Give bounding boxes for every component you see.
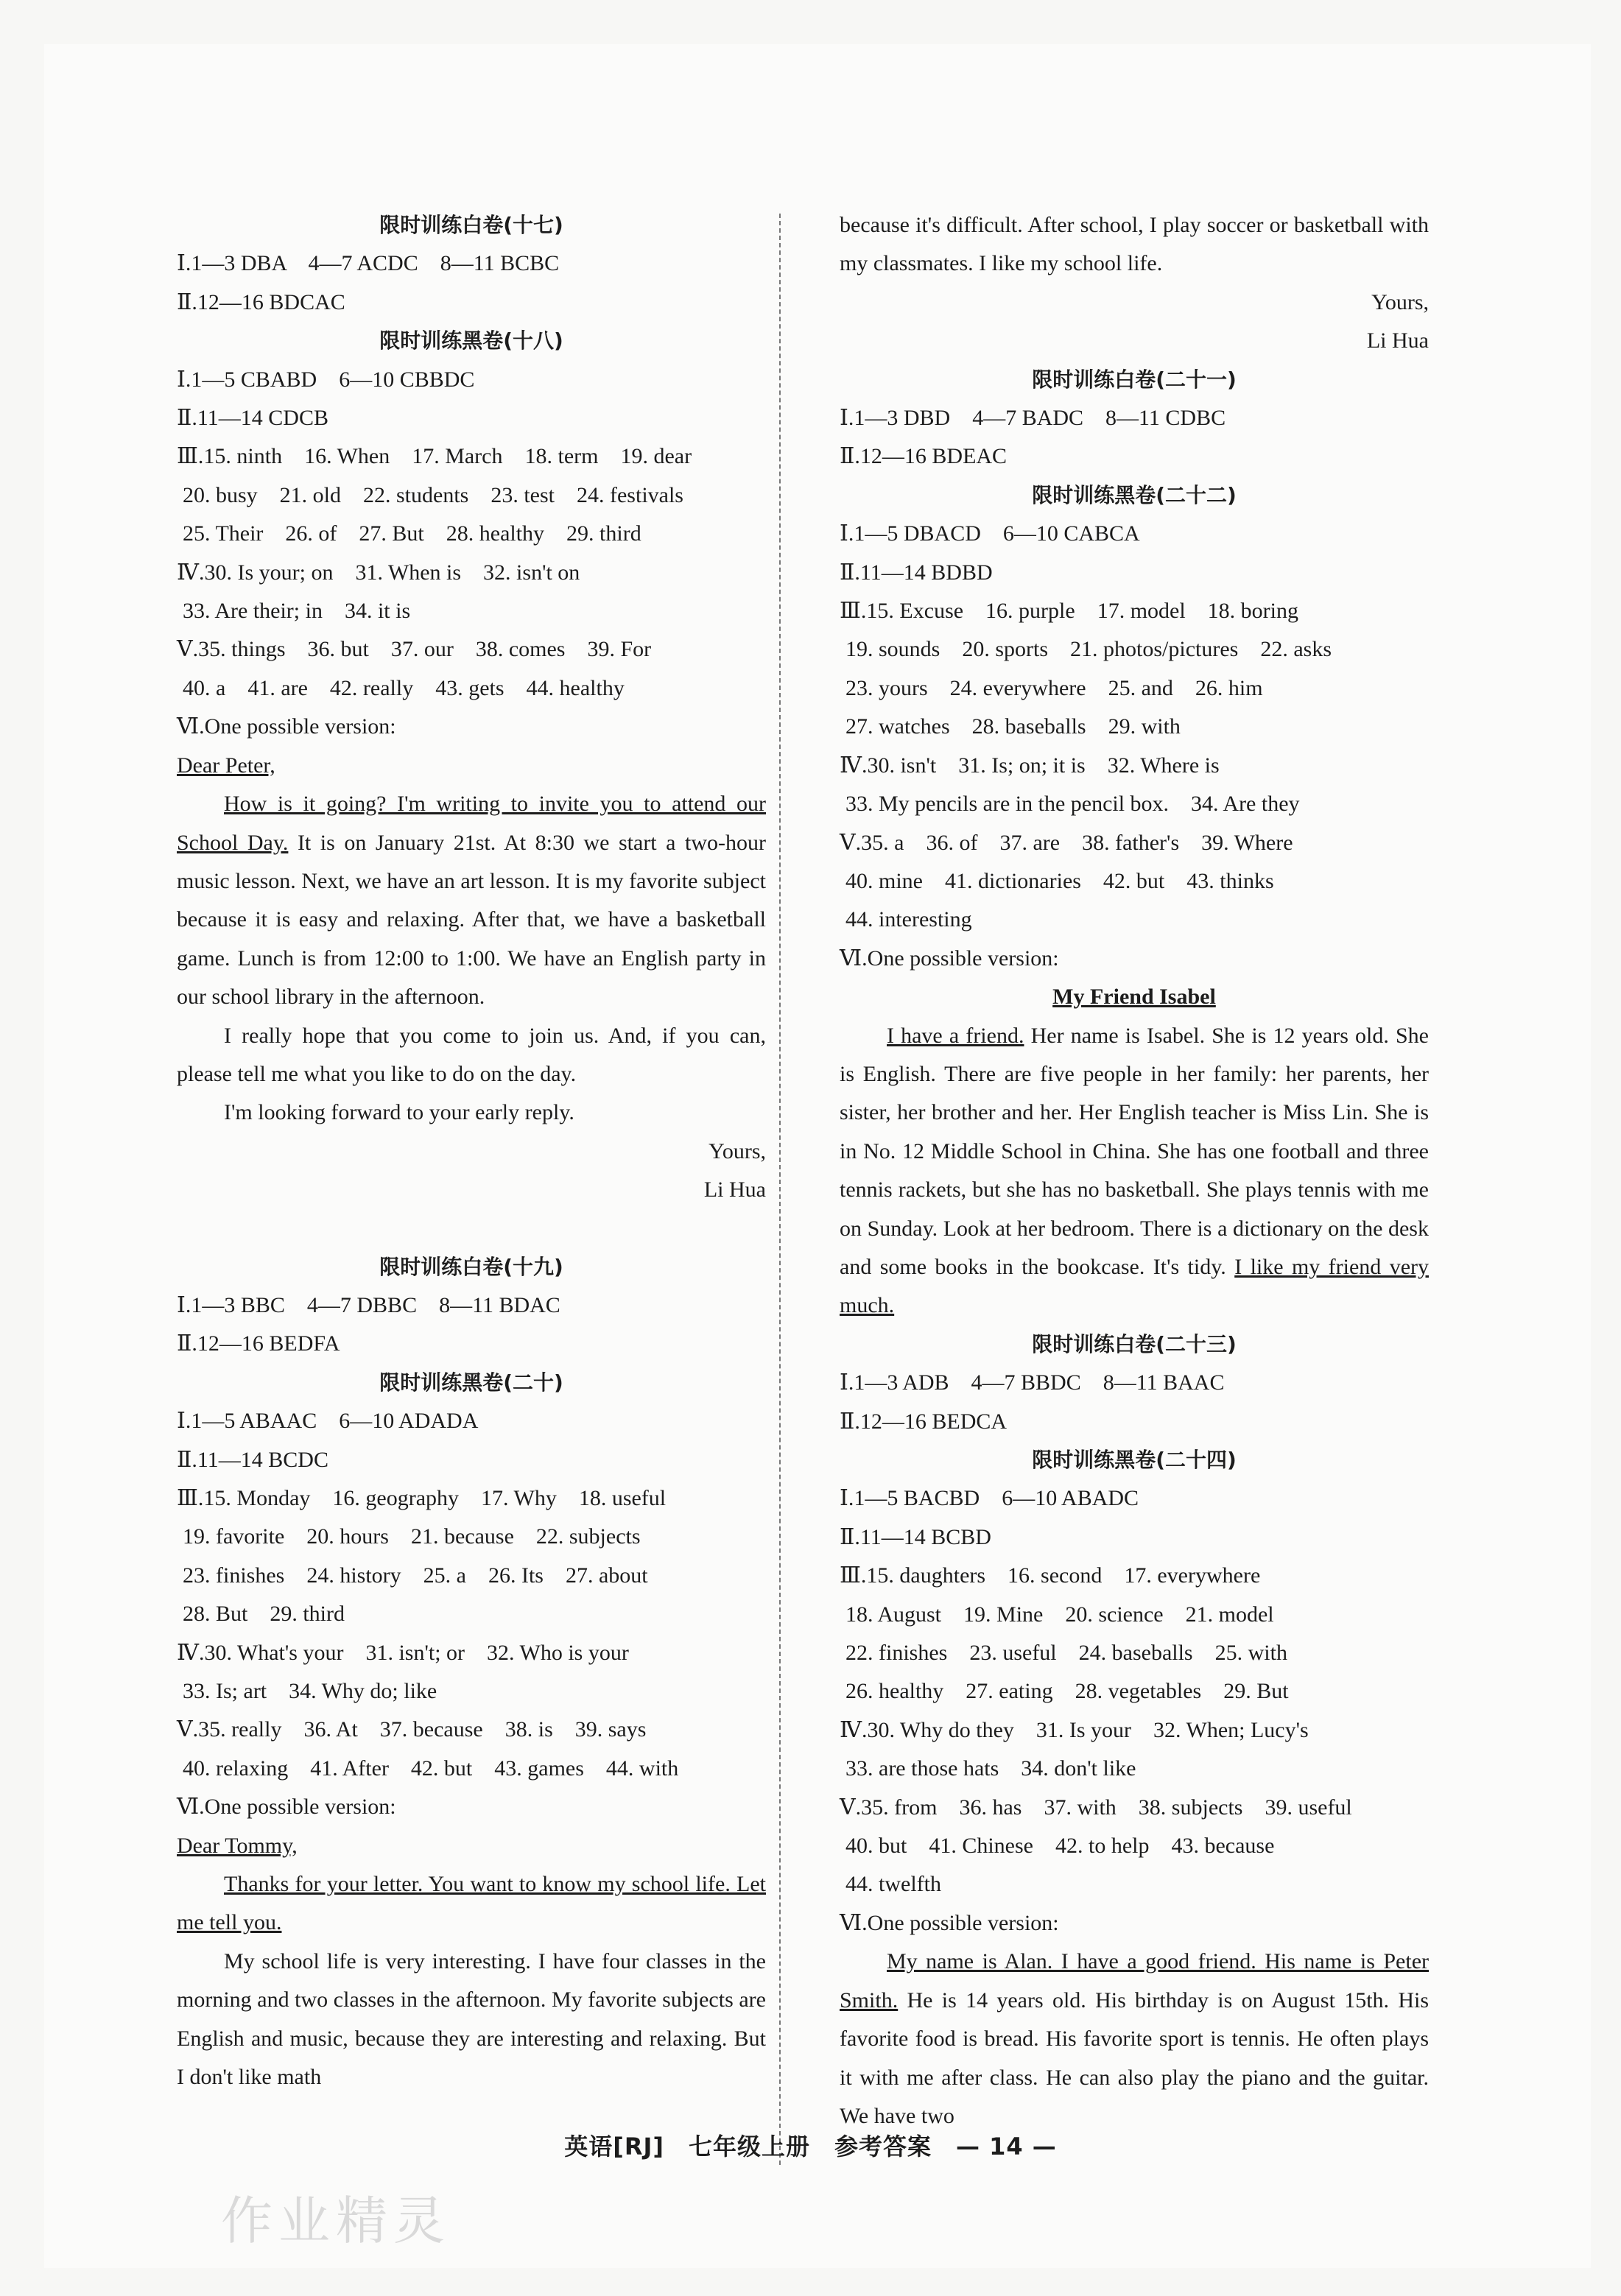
answer-line: Ⅱ.11—14 BCBD xyxy=(840,1524,991,1549)
answer-line: Ⅵ.One possible version: xyxy=(840,945,1059,971)
answer-line: Ⅴ.35. things 36. but 37. our 38. comes 39. For xyxy=(177,637,652,662)
paragraph-text: It is on January 21st. At 8:30 we start a two-hour music lesson. Next, we have an art lesson. It is my favorite subject because it is easy and relaxing. After that, we have a basketball game. Lunch is from 12:00 to 1:00. We have an English party in our school library in the afternoon. xyxy=(177,830,766,1010)
answer-line: Ⅰ.1—5 ABAAC 6—10 ADADA xyxy=(177,1409,479,1434)
section-heading-20: 限时训练黑卷(二十) xyxy=(379,1370,563,1395)
column-divider xyxy=(779,214,781,2165)
page-footer: 英语[RJ] 七年级上册 参考答案 — 14 — xyxy=(564,2133,1057,2161)
answer-line: Ⅲ.15. Excuse 16. purple 17. model 18. boring xyxy=(840,599,1299,624)
answer-line: 40. but 41. Chinese 42. to help 43. because xyxy=(845,1834,1275,1859)
answer-line: 19. sounds 20. sports 21. photos/pictures 22. asks xyxy=(845,637,1332,662)
answer-line: Ⅳ.30. isn't 31. Is; on; it is 32. Where is xyxy=(840,753,1220,778)
answer-line: Ⅱ.11—14 CDCB xyxy=(177,406,328,431)
answer-line: 40. relaxing 41. After 42. but 43. games 44. with xyxy=(183,1756,679,1781)
letter-paragraph: I really hope that you come to join us. And, if you can, please tell me what you like to do on the day. xyxy=(177,1023,766,1086)
answer-line: 23. finishes 24. history 25. a 26. Its 27. about xyxy=(183,1563,648,1588)
answer-line: Ⅱ.11—14 BDBD xyxy=(840,560,993,585)
underlined-sentence: Thanks for your letter. You want to know my school life. Let me tell you. xyxy=(177,1872,766,1935)
answer-line: 40. a 41. are 42. really 43. gets 44. healthy xyxy=(183,675,625,700)
answer-line: 40. mine 41. dictionaries 42. but 43. thinks xyxy=(845,868,1274,893)
answer-line: Ⅲ.15. daughters 16. second 17. everywhere xyxy=(840,1563,1261,1588)
answer-line: Ⅱ.12—16 BDCAC xyxy=(177,289,345,314)
letter-greeting xyxy=(177,1827,766,1865)
answer-line: 22. finishes 23. useful 24. baseballs 25. with xyxy=(845,1641,1287,1666)
underlined-sentence: I like my friend very much. xyxy=(840,1254,1429,1318)
answer-line: 23. yours 24. everywhere 25. and 26. him xyxy=(845,675,1263,700)
answer-line: Ⅵ.One possible version: xyxy=(840,1910,1059,1935)
essay-paragraph xyxy=(840,1943,1429,2135)
right-column xyxy=(840,206,1429,2135)
left-column xyxy=(177,206,766,2097)
letter-paragraph: I'm looking forward to your early reply. xyxy=(224,1100,574,1125)
letter-greeting xyxy=(177,747,766,785)
underlined-sentence: I have a friend. xyxy=(887,1023,1024,1048)
paragraph-text: Her name is Isabel. She is 12 years old. She is English. There are five people in her family: her parents, her sister, her brother and her. Her English teacher is Miss Lin. She is in No. 12 Middle School in China. She has one football and three tennis rackets, but she has no basketball. She plays tennis with me on Sunday. Look at her bedroom. There is a dictionary on the desk and some books in the bookcase. It's tidy. xyxy=(840,1023,1429,1279)
letter-closing: Yours, xyxy=(708,1138,766,1163)
answer-line: Ⅴ.35. from 36. has 37. with 38. subjects 39. useful xyxy=(840,1795,1352,1820)
underlined-sentence: My name is Alan. I have a good friend. His name is Peter Smith. xyxy=(840,1949,1429,2012)
answer-line: Ⅰ.1—5 CBABD 6—10 CBBDC xyxy=(177,367,475,392)
letter-closing: Yours, xyxy=(1371,289,1429,314)
answer-line: 44. interesting xyxy=(845,907,972,932)
watermark: 作业精灵 xyxy=(221,2191,451,2251)
answer-line: Ⅰ.1—3 DBA 4—7 ACDC 8—11 BCBC xyxy=(177,251,560,276)
letter-signature: Li Hua xyxy=(1366,328,1429,353)
answer-line: 33. are those hats 34. don't like xyxy=(845,1756,1136,1781)
answer-line: Ⅰ.1—3 DBD 4—7 BADC 8—11 CDBC xyxy=(840,406,1226,431)
answer-line: 28. But 29. third xyxy=(183,1602,345,1627)
letter-paragraph: My school life is very interesting. I have four classes in the morning and two classes in the afternoon. My favorite subjects are English and music, because they are interesting and relaxing. But I don't like math xyxy=(177,1948,766,2090)
answer-line: Ⅴ.35. a 36. of 37. are 38. father's 39. Where xyxy=(840,830,1293,855)
answer-line: Ⅴ.35. really 36. At 37. because 38. is 39. says xyxy=(177,1717,647,1742)
answer-line: 33. Is; art 34. Why do; like xyxy=(183,1679,437,1704)
answer-line: Ⅵ.One possible version: xyxy=(177,714,396,739)
section-heading-22: 限时训练黑卷(二十二) xyxy=(1032,482,1237,507)
answer-line: Ⅱ.12—16 BEDFA xyxy=(177,1331,340,1356)
answer-line: Ⅳ.30. Why do they 31. Is your 32. When; Lucy's xyxy=(840,1717,1309,1742)
section-heading-24: 限时训练黑卷(二十四) xyxy=(1032,1448,1237,1472)
greeting-text: Dear Tommy, xyxy=(177,1833,298,1858)
answer-line: Ⅰ.1—5 DBACD 6—10 CABCA xyxy=(840,521,1140,546)
answer-line: Ⅲ.15. Monday 16. geography 17. Why 18. useful xyxy=(177,1486,667,1510)
answer-line: Ⅱ.11—14 BCDC xyxy=(177,1447,328,1472)
answer-line: Ⅱ.12—16 BDEAC xyxy=(840,444,1008,469)
answer-line: 25. Their 26. of 27. But 28. healthy 29. third xyxy=(183,521,641,546)
section-heading-21: 限时训练白卷(二十一) xyxy=(1032,367,1237,392)
answer-line: Ⅲ.15. ninth 16. When 17. March 18. term 19. dear xyxy=(177,444,692,469)
answer-line: Ⅰ.1—3 BBC 4—7 DBBC 8—11 BDAC xyxy=(177,1292,560,1317)
answer-line: 33. My pencils are in the pencil box. 34. Are they xyxy=(845,792,1300,817)
letter-paragraph xyxy=(177,785,766,1016)
answer-line: 20. busy 21. old 22. students 23. test 24. festivals xyxy=(183,482,683,507)
answer-line: Ⅵ.One possible version: xyxy=(177,1795,396,1820)
answer-line: 44. twelfth xyxy=(845,1872,941,1897)
section-heading-18: 限时训练黑卷(十八) xyxy=(379,328,563,353)
greeting-text: Dear Peter, xyxy=(177,753,275,778)
section-heading-19: 限时训练白卷(十九) xyxy=(379,1254,563,1279)
answer-line: Ⅱ.12—16 BEDCA xyxy=(840,1409,1008,1434)
essay-paragraph xyxy=(840,1017,1429,1325)
answer-line: Ⅰ.1—5 BACBD 6—10 ABADC xyxy=(840,1486,1139,1511)
answer-line: 26. healthy 27. eating 28. vegetables 29. But xyxy=(845,1679,1289,1704)
answer-line: 27. watches 28. baseballs 29. with xyxy=(845,714,1181,739)
answer-line: 19. favorite 20. hours 21. because 22. subjects xyxy=(183,1524,641,1549)
paragraph-text: He is 14 years old. His birthday is on August 15th. His favorite food is bread. His favorite sport is tennis. He often plays it with me after class. He can also play the piano and the guitar. We have two xyxy=(840,1987,1429,2128)
underlined-sentence: How is it going? I'm writing to invite you to attend our School Day. xyxy=(177,792,766,855)
answer-line: 18. August 19. Mine 20. science 21. model xyxy=(845,1602,1274,1627)
answer-line: Ⅰ.1—3 ADB 4—7 BBDC 8—11 BAAC xyxy=(840,1370,1225,1395)
letter-signature: Li Hua xyxy=(703,1177,766,1202)
letter-continuation: because it's difficult. After school, I play soccer or basketball with my classmates. I like my school life. xyxy=(840,213,1429,276)
section-heading-17: 限时训练白卷(十七) xyxy=(379,213,563,237)
letter-paragraph xyxy=(177,1865,766,1943)
answer-line: 33. Are their; in 34. it is xyxy=(183,599,411,624)
answer-line: Ⅳ.30. Is your; on 31. When is 32. isn't on xyxy=(177,560,580,585)
essay-title: My Friend Isabel xyxy=(1052,985,1216,1010)
answer-line: Ⅳ.30. What's your 31. isn't; or 32. Who is your xyxy=(177,1640,629,1665)
section-heading-23: 限时训练白卷(二十三) xyxy=(1032,1331,1237,1356)
